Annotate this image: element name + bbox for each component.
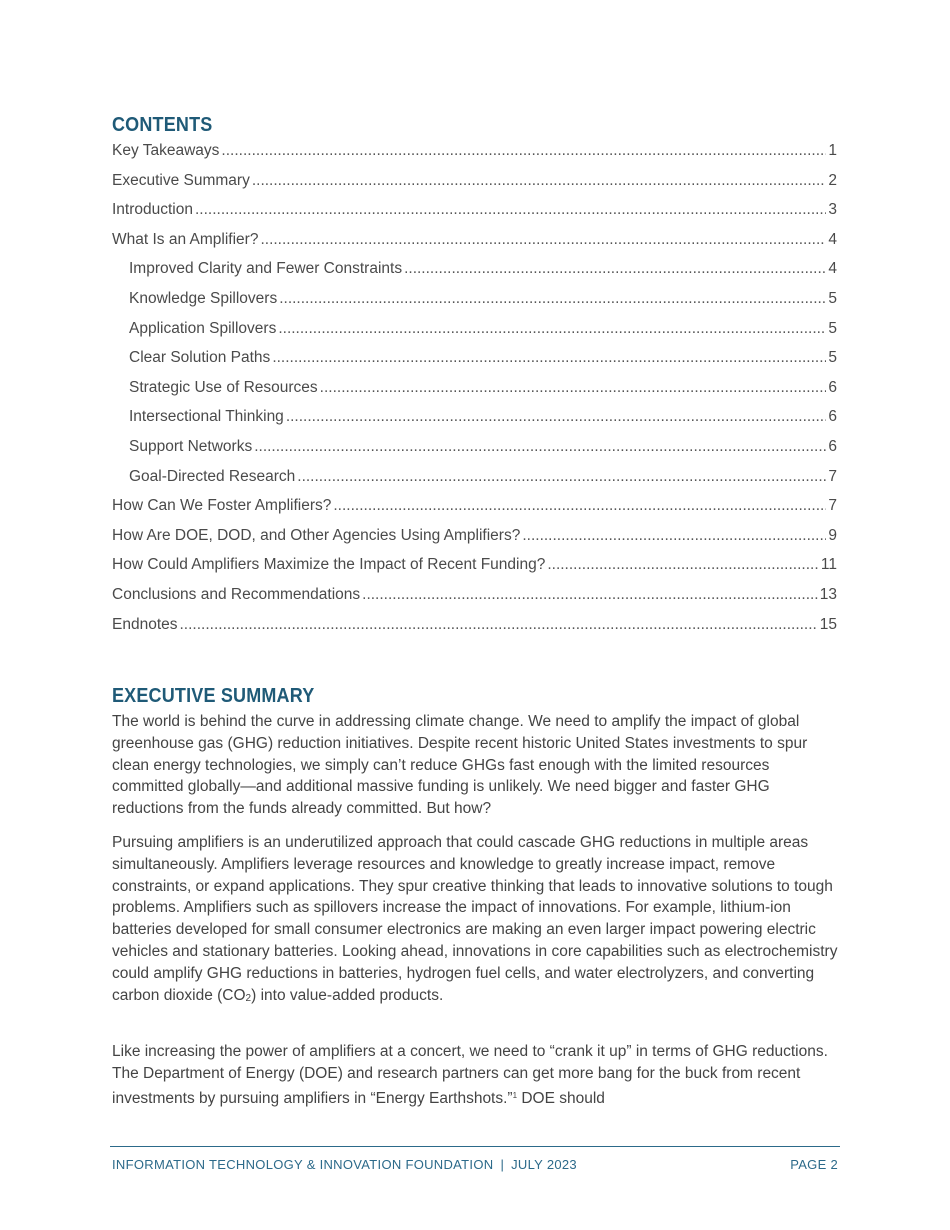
toc-entry-page: 3 [828,201,837,219]
toc-entry[interactable] [112,256,837,286]
toc-entry-title: Clear Solution Paths [129,349,271,367]
toc-dot-leader [272,345,826,371]
toc-entry[interactable] [112,582,837,612]
footer-page-number: PAGE 2 [790,1157,838,1172]
toc-entry[interactable] [112,404,837,434]
toc-dot-leader [221,138,826,164]
toc-entry-page: 6 [828,378,837,396]
co2-subscript: 2 [245,992,252,1004]
paragraph-3-text: Like increasing the power of amplifiers at a concert, we need to “crank it up” in terms of GHG reductions. The Department of Energy (DOE) and research partners can get more bang for the buck from recent investments by pursuing amplifiers in “Energy Earthshots.” [112,1043,828,1107]
toc-entry[interactable] [112,612,837,642]
toc-entry-title: How Can We Foster Amplifiers? [112,497,332,515]
footer-publisher [112,1157,577,1172]
toc-entry-title: What Is an Amplifier? [112,230,259,248]
toc-entry-page: 4 [828,230,837,248]
toc-entry[interactable] [112,493,837,523]
toc-dot-leader [547,552,819,578]
toc-entry[interactable] [112,197,837,227]
toc-entry-page: 5 [828,289,837,307]
toc-entry-title: Support Networks [129,437,253,455]
paragraph-2-text: Pursuing amplifiers is an underutilized approach that could cascade GHG reductions in multiple areas simultaneously. Amplifiers leverage resources and knowledge to greatly increase impact, remove constraints, or expand applications. They spur creative thinking that leads to innovative solutions to tough problems. Amplifiers such as spillovers increase the impact of innovations. For example, lithium-ion batteries developed for small consumer electronics are making an even larger impact powering electric vehicles and stationary batteries. Looking ahead, innovations in core capabilities such as electrochemistry could amplify GHG reductions in batteries, hydrogen fuel cells, and water electrolyzers, and converting carbon dioxide (CO [112,834,838,1004]
toc-entry-title: Goal-Directed Research [129,467,296,485]
toc-dot-leader [252,168,827,194]
toc-entry[interactable] [112,375,837,405]
toc-dot-leader [180,612,818,638]
toc-entry-title: How Are DOE, DOD, and Other Agencies Using Amplifiers? [112,526,521,544]
toc-entry-page: 7 [828,467,837,485]
toc-entry-page: 5 [828,349,837,367]
toc-entry-title: Knowledge Spillovers [129,289,278,307]
toc-dot-leader [286,404,827,430]
toc-entry[interactable] [112,316,837,346]
toc-dot-leader [254,434,826,460]
toc-entry-page: 2 [828,171,837,189]
toc-dot-leader [333,493,826,519]
toc-entry[interactable] [112,434,837,464]
toc-entry[interactable] [112,227,837,257]
executive-summary-heading: EXECUTIVE SUMMARY [112,685,315,707]
toc-entry-page: 6 [828,408,837,426]
toc-entry-page: 13 [819,585,837,603]
executive-summary-paragraph-3 [112,1041,840,1109]
paragraph-2-text-end: ) into value-added products. [251,986,444,1004]
toc-dot-leader [522,523,826,549]
toc-entry-title: How Could Amplifiers Maximize the Impact of Recent Funding? [112,556,546,574]
toc-dot-leader [320,375,827,401]
toc-entry-title: Intersectional Thinking [129,408,284,426]
toc-entry-page: 9 [828,526,837,544]
toc-entry-page: 5 [828,319,837,337]
toc-entry-page: 1 [828,142,837,159]
toc-entry-title: Key Takeaways [112,142,220,159]
toc-dot-leader [297,464,826,490]
toc-dot-leader [278,316,826,342]
executive-summary-paragraph-2 [112,832,840,1009]
contents-heading: CONTENTS [112,114,213,136]
toc-entry[interactable] [112,168,837,198]
toc-entry-page: 15 [819,615,837,633]
toc-entry[interactable] [112,552,837,582]
toc-entry[interactable] [112,286,837,316]
toc-entry-page: 4 [828,260,837,278]
toc-entry[interactable] [112,523,837,553]
toc-entry-title: Improved Clarity and Fewer Constraints [129,260,403,278]
toc-entry-title: Strategic Use of Resources [129,378,318,396]
toc-entry[interactable] [112,345,837,375]
toc-entry-title: Conclusions and Recommendations [112,585,361,603]
footer-divider [110,1146,840,1147]
table-of-contents [112,138,837,641]
toc-entry-title: Endnotes [112,615,178,633]
toc-entry-page: 6 [828,437,837,455]
toc-entry-title: Application Spillovers [129,319,277,337]
paragraph-3-text-end: DOE should [517,1089,605,1107]
toc-dot-leader [362,582,818,608]
footer-date: JULY 2023 [511,1157,577,1172]
toc-entry[interactable] [112,138,837,168]
executive-summary-paragraph-1: The world is behind the curve in addressing climate change. We need to amplify the impact of global greenhouse gas (GHG) reduction initiatives. Despite recent historic United States investments to spur clean energy technologies, we simply can’t reduce GHGs fast enough with the limited resources committed globally—and additional massive funding is unlikely. We need bigger and faster GHG reductions from the funds already committed. But how? [112,713,808,818]
toc-dot-leader [404,256,826,282]
toc-entry[interactable] [112,464,837,494]
toc-entry-title: Executive Summary [112,171,250,189]
toc-entry-page: 7 [828,497,837,515]
endnote-reference[interactable]: 1 [512,1090,518,1100]
toc-entry-title: Introduction [112,201,193,219]
toc-dot-leader [279,286,826,312]
toc-dot-leader [260,227,826,253]
toc-dot-leader [195,197,826,223]
toc-entry-page: 11 [820,556,837,574]
footer-separator: | [500,1157,505,1172]
footer-org: INFORMATION TECHNOLOGY & INNOVATION FOUNDATION [112,1157,494,1172]
